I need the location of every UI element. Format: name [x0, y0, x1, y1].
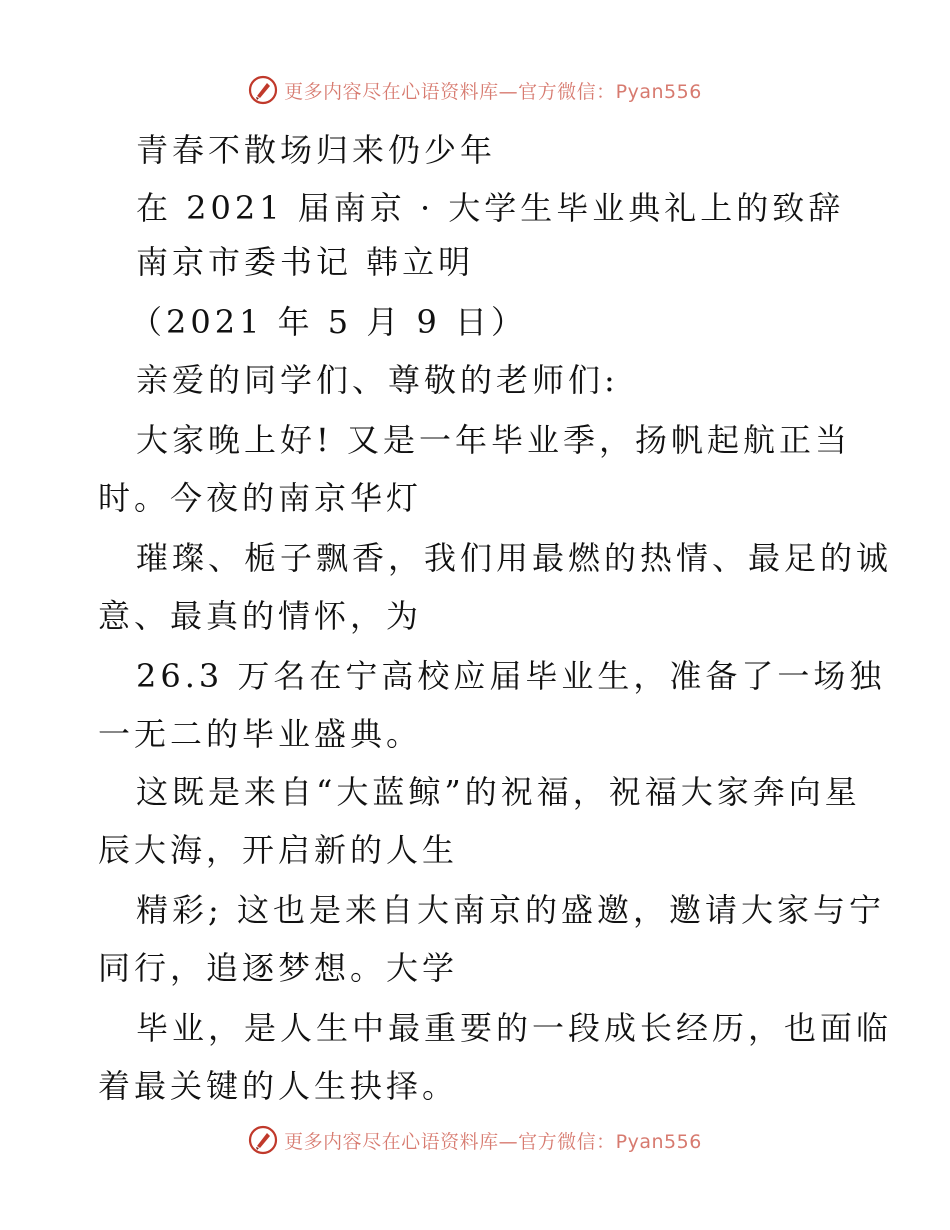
paragraph-line: 一无二的毕业盛典。 [98, 715, 423, 753]
document-greeting: 亲爱的同学们、尊敬的老师们: [136, 361, 619, 399]
header-watermark-banner [0, 72, 950, 108]
header-banner-text: 更多内容尽在心语资料库—官方微信：Pyan556 [284, 80, 702, 103]
paragraph-line: 大家晚上好! 又是一年毕业季，扬帆起航正当 [136, 421, 852, 459]
paragraph-line: 意、最真的情怀，为 [98, 597, 423, 635]
paragraph-line: 着最关键的人生抉择。 [98, 1067, 459, 1105]
document-date: （2021 年 5 月 9 日） [130, 303, 528, 341]
document-author: 南京市委书记 韩立明 [136, 243, 475, 281]
pen-logo-icon [248, 75, 278, 105]
footer-banner-text: 更多内容尽在心语资料库—官方微信：Pyan556 [284, 1130, 702, 1153]
paragraph-line: 辰大海，开启新的人生 [98, 831, 459, 869]
paragraph-line: 这既是来自“大蓝鲸”的祝福，祝福大家奔向星 [136, 773, 861, 811]
paragraph-line: 璀璨、栀子飘香，我们用最燃的热情、最足的诚 [136, 539, 893, 577]
paragraph-line: 精彩; 这也是来自大南京的盛邀，邀请大家与宁 [136, 891, 885, 929]
document-title: 青春不散场归来仍少年 [136, 131, 497, 169]
paragraph-line: 毕业，是人生中最重要的一段成长经历，也面临 [136, 1009, 893, 1047]
paragraph-line: 时。今夜的南京华灯 [98, 479, 423, 517]
pen-logo-icon [248, 1125, 278, 1155]
document-subtitle: 在 2021 届南京 · 大学生毕业典礼上的致辞 [136, 189, 845, 227]
paragraph-line: 26.3 万名在宁高校应届毕业生，准备了一场独 [136, 657, 886, 695]
footer-watermark-banner [0, 1122, 950, 1158]
paragraph-line: 同行，追逐梦想。大学 [98, 949, 459, 987]
